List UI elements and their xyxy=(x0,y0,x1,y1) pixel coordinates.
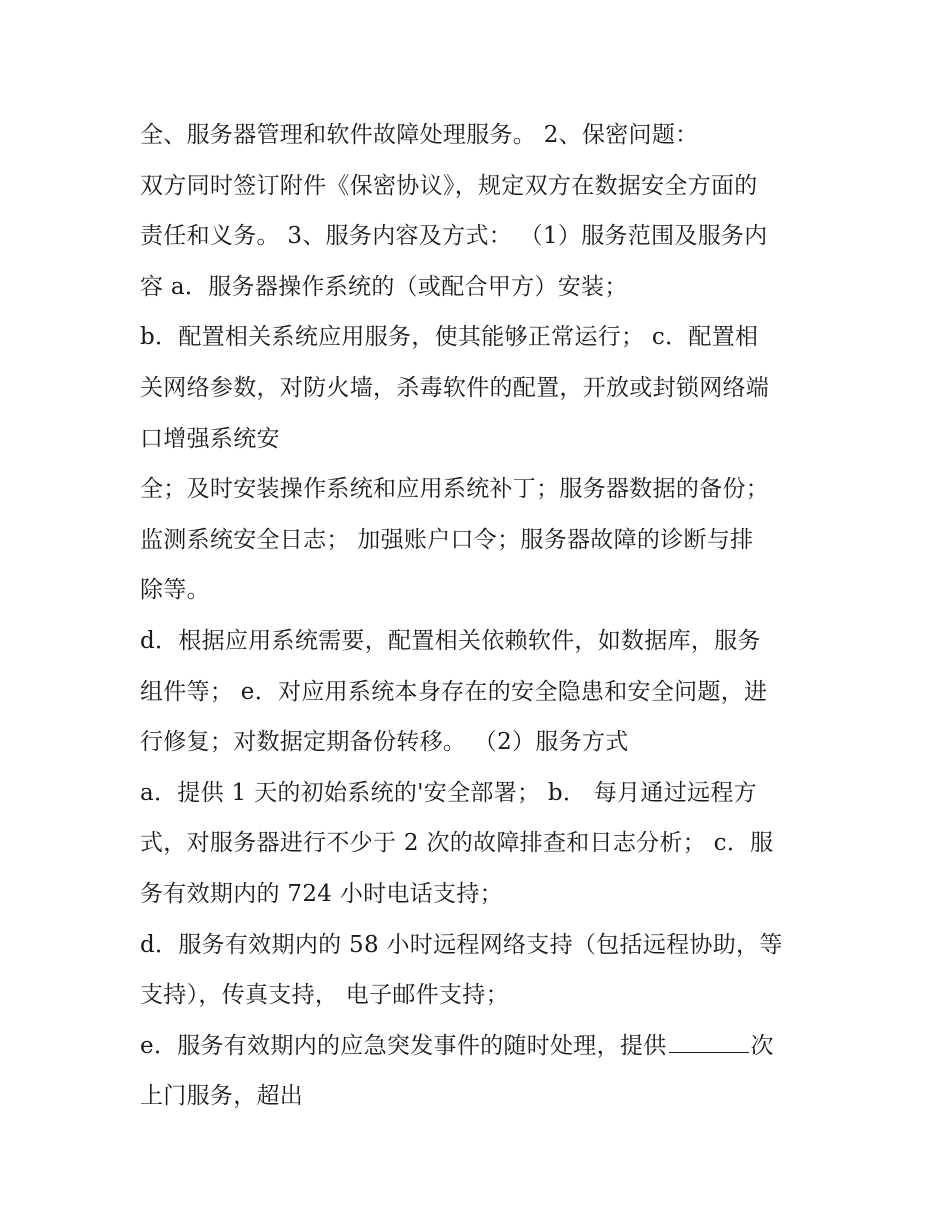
text-line: d．服务有效期内的 58 小时远程网络支持（包括远程协助，等 xyxy=(140,931,783,958)
text-segment: 次 xyxy=(750,1032,774,1059)
text-line: d．根据应用系统需要，配置相关依赖软件，如数据库，服务 xyxy=(140,627,761,654)
text-line: 务有效期内的 724 小时电话支持； xyxy=(140,880,503,907)
text-line: 式，对服务器进行不少于 2 次的故障排查和日志分析； c．服 xyxy=(140,830,774,857)
text-segment: e．服务有效期内的应急突发事件的随时处理，提供 xyxy=(140,1032,667,1059)
text-line: 监测系统安全日志； 加强账户口令；服务器故障的诊断与排 xyxy=(140,526,754,553)
text-line: 支持），传真支持， 电子邮件支持； xyxy=(140,982,509,1009)
text-line: 上门服务，超出 xyxy=(140,1083,304,1110)
text-line: 容 a．服务器操作系统的（或配合甲方）安装； xyxy=(140,273,628,300)
text-line: 全；及时安装操作系统和应用系统补丁；服务器数据的备份； xyxy=(140,476,770,503)
text-line-with-blank xyxy=(140,1021,820,1072)
text-line: 除等。 xyxy=(140,577,210,604)
text-line: 行修复；对数据定期备份转移。 （2）服务方式 xyxy=(140,729,629,756)
fill-in-blank xyxy=(669,1028,749,1053)
text-line: 组件等； e．对应用系统本身存在的安全隐患和安全问题，进 xyxy=(140,678,768,705)
document-body xyxy=(140,110,820,1122)
text-line: b．配置相关系统应用服务，使其能够正常运行； c．配置相 xyxy=(140,324,759,351)
text-line: 双方同时签订附件《保密协议》，规定双方在数据安全方面的 xyxy=(140,172,758,199)
text-line: 关网络参数，对防火墙，杀毒软件的配置，开放或封锁网络端 xyxy=(140,374,770,401)
text-line: 口增强系统安 xyxy=(140,425,280,452)
text-line: a．提供 1 天的初始系统的'安全部署； b． 每月通过远程方 xyxy=(140,779,757,806)
text-line: 全、服务器管理和软件故障处理服务。 2、保密问题： xyxy=(140,122,699,148)
text-line: 责任和义务。 3、服务内容及方式： （1）服务范围及服务内 xyxy=(140,223,768,250)
